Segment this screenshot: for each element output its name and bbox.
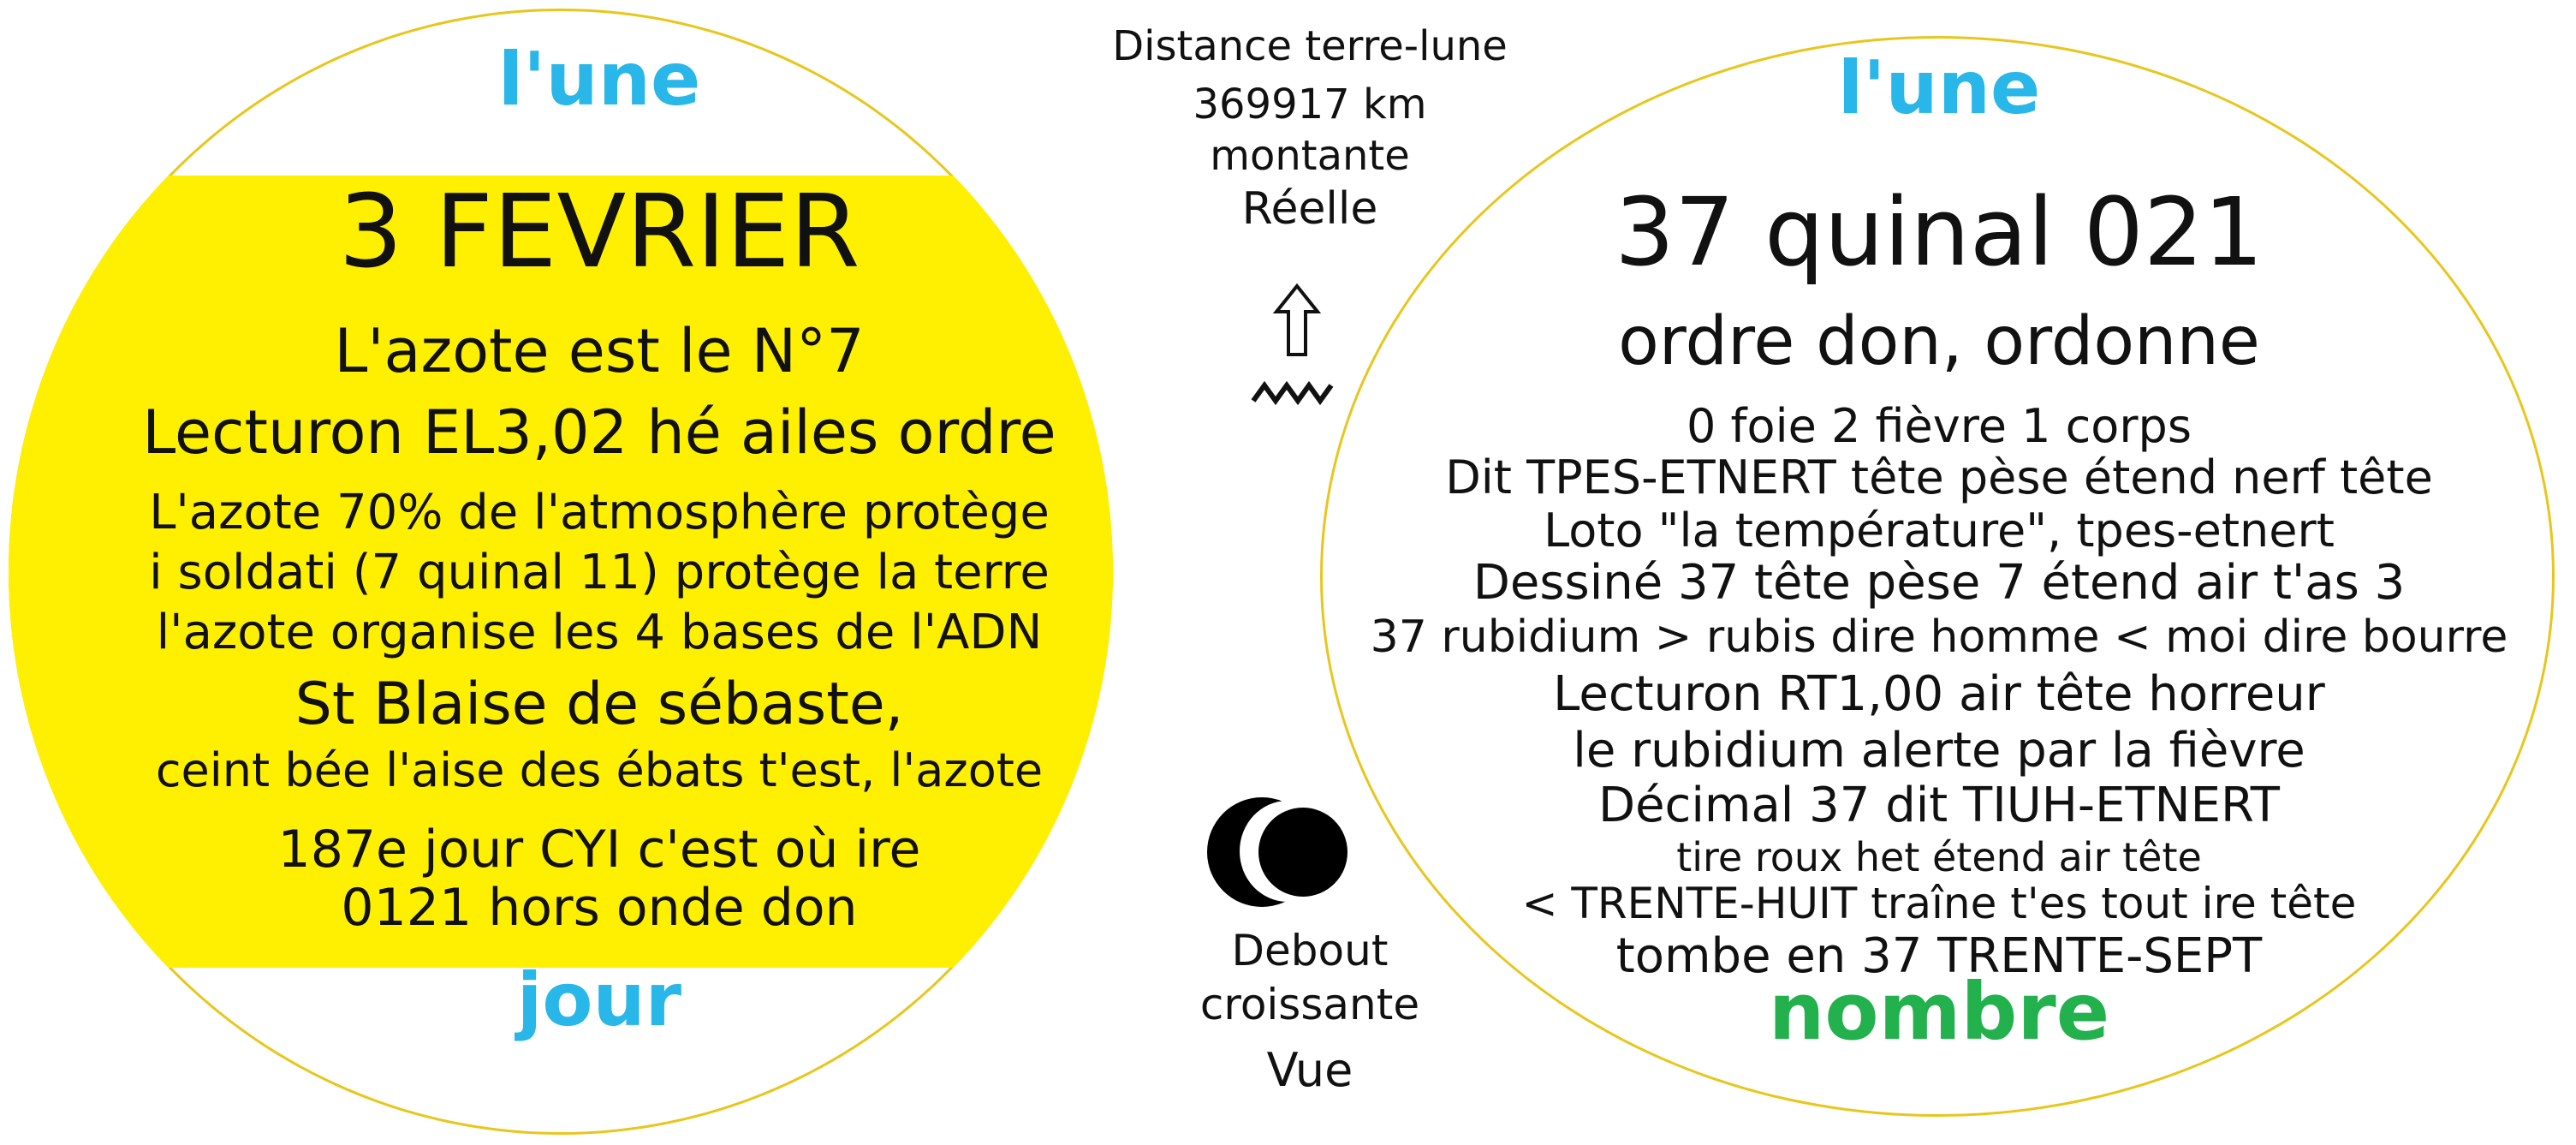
left-bottom-label-text: jour xyxy=(516,957,682,1043)
left-line-1: Lecturon EL3,02 hé ailes ordre xyxy=(142,397,1056,468)
right-bottom-label-text: nombre xyxy=(1768,966,2110,1058)
left-top-label-text: l'une xyxy=(497,37,701,122)
arrow-up-icon xyxy=(1273,283,1321,361)
left-line-7: 187e jour CYI c'est où ire xyxy=(277,820,921,880)
distance-reality: Réelle xyxy=(1241,183,1378,235)
distance-trend: montante xyxy=(1210,132,1410,180)
right-subtitle: ordre don, ordonne xyxy=(1618,303,2260,380)
left-line-3: i soldati (7 quinal 11) protège la terre xyxy=(149,545,1050,600)
left-line-0: L'azote est le N°7 xyxy=(334,316,865,386)
right-title: 37 quinal 021 xyxy=(1615,177,2264,287)
right-bottom-label xyxy=(1310,966,2568,1058)
right-line-9: < TRENTE-HUIT traîne t'es tout ire tête xyxy=(1521,879,2357,928)
moon-caption-1: Debout xyxy=(1231,926,1389,975)
right-line-0: 0 foie 2 fièvre 1 corps xyxy=(1687,399,2192,453)
distance-label: Distance terre-lune xyxy=(1112,22,1508,70)
left-line-4: l'azote organise les 4 bases de l'ADN xyxy=(156,605,1043,660)
right-line-1: Dit TPES-ETNERT tête pèse étend nerf tête xyxy=(1445,450,2433,504)
right-line-7: Décimal 37 dit TIUH-ETNERT xyxy=(1597,778,2280,833)
moon-phase-icon xyxy=(1199,792,1353,912)
right-line-10: tombe en 37 TRENTE-SEPT xyxy=(1615,928,2263,984)
left-line-2: L'azote 70% de l'atmosphère protège xyxy=(149,485,1050,540)
right-line-8: tire roux het étend air tête xyxy=(1676,834,2202,880)
right-top-label-text: l'une xyxy=(1837,45,2041,131)
left-bottom-label xyxy=(0,957,1199,1043)
left-line-8: 0121 hors onde don xyxy=(341,878,858,938)
left-line-6: ceint bée l'aise des ébats t'est, l'azote xyxy=(155,743,1044,797)
left-top-label xyxy=(0,37,1199,122)
left-title: 3 FEVRIER xyxy=(338,172,860,290)
distance-value: 369917 km xyxy=(1193,81,1427,128)
moon-caption-3: Vue xyxy=(1266,1043,1353,1097)
wave-icon xyxy=(1250,379,1344,416)
left-line-5: St Blaise de sébaste, xyxy=(294,671,904,738)
right-line-4: 37 rubidium > rubis dire homme < moi dire bourre xyxy=(1370,611,2508,663)
right-line-2: Loto "la température", tpes-etnert xyxy=(1544,504,2335,558)
right-line-6: le rubidium alerte par la fièvre xyxy=(1573,723,2305,778)
right-line-5: Lecturon RT1,00 air tête horreur xyxy=(1553,666,2325,722)
moon-lit-limb xyxy=(1258,808,1347,897)
moon-caption-2: croissante xyxy=(1199,980,1420,1029)
right-line-3: Dessiné 37 tête pèse 7 étend air t'as 3 xyxy=(1472,555,2406,611)
